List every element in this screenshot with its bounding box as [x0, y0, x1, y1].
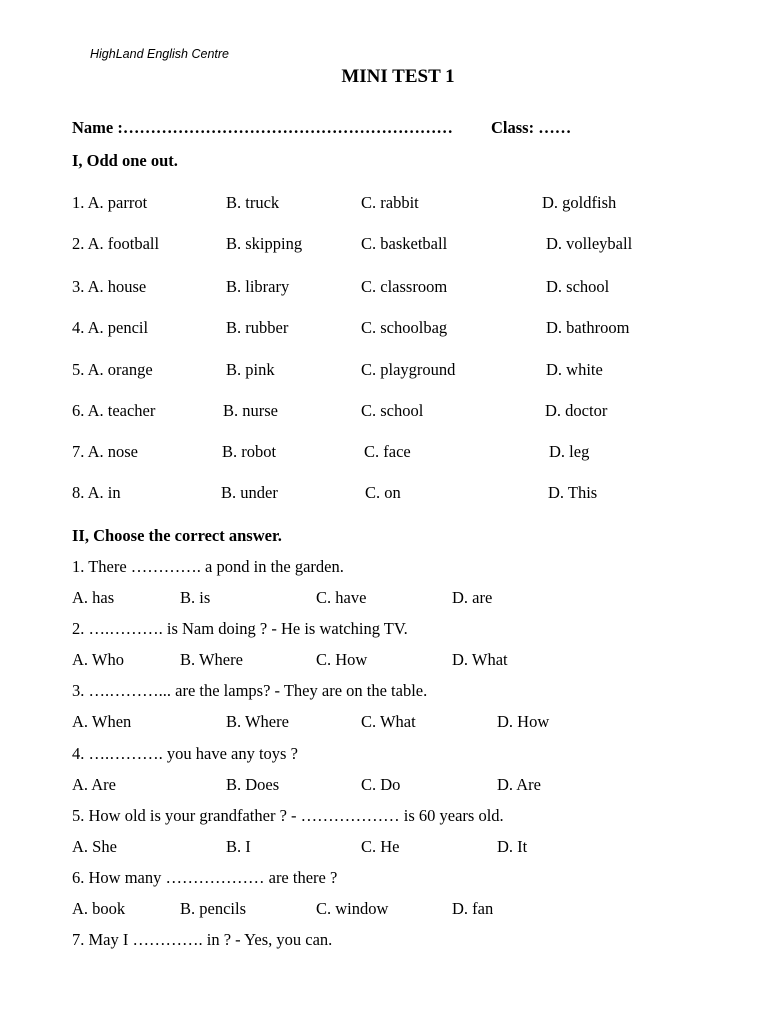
odd-one-out-option: B. truck	[226, 193, 280, 212]
answer-option: B. Does	[226, 775, 280, 794]
answer-option: A. has	[72, 588, 115, 607]
question-text: 3. ….………... are the lamps? - They are on the table.	[72, 681, 428, 700]
question-text: 2. ….………. is Nam doing ? - He is watching TV.	[72, 619, 408, 638]
answer-option: C. window	[316, 899, 389, 918]
odd-one-out-option: C. basketball	[361, 234, 448, 253]
odd-one-out-option: C. on	[365, 483, 401, 502]
question-text: 6. How many ……………… are there ?	[72, 868, 338, 887]
answer-option: D. How	[497, 712, 550, 731]
odd-one-out-option: D. leg	[549, 442, 590, 461]
answer-option: D. What	[452, 650, 508, 669]
answer-option: C. have	[316, 588, 367, 607]
answer-option: A. When	[72, 712, 132, 731]
odd-one-out-option: B. rubber	[226, 318, 289, 337]
odd-one-out-option: D. doctor	[545, 401, 608, 420]
answer-option: A. book	[72, 899, 126, 918]
odd-one-out-option: B. under	[221, 483, 278, 502]
odd-one-out-option: B. pink	[226, 360, 275, 379]
answer-option: D. are	[452, 588, 493, 607]
odd-one-out-option: 7. A. nose	[72, 442, 138, 461]
odd-one-out-option: B. nurse	[223, 401, 278, 420]
odd-one-out-option: C. face	[364, 442, 411, 461]
odd-one-out-option: C. schoolbag	[361, 318, 448, 337]
odd-one-out-option: B. robot	[222, 442, 277, 461]
answer-option: C. Do	[361, 775, 401, 794]
answer-option: B. pencils	[180, 899, 246, 918]
odd-one-out-option: 8. A. in	[72, 483, 121, 502]
question-text: 4. ….………. you have any toys ?	[72, 744, 298, 763]
answer-option: D. It	[497, 837, 528, 856]
odd-one-out-option: C. school	[361, 401, 424, 420]
answer-option: B. is	[180, 588, 211, 607]
odd-one-out-option: D. This	[548, 483, 598, 502]
answer-option: A. Who	[72, 650, 124, 669]
odd-one-out-option: 6. A. teacher	[72, 401, 156, 420]
question-text: 1. There …………. a pond in the garden.	[72, 557, 344, 576]
question-text: 7. May I …………. in ? - Yes, you can.	[72, 930, 333, 949]
centre-name: HighLand English Centre	[90, 47, 229, 61]
class-line: Class: ……	[491, 118, 572, 137]
odd-one-out-option: 2. A. football	[72, 234, 160, 253]
answer-option: D. fan	[452, 899, 494, 918]
odd-one-out-option: D. school	[546, 277, 610, 296]
odd-one-out-option: C. rabbit	[361, 193, 419, 212]
odd-one-out-option: B. skipping	[226, 234, 303, 253]
answer-option: B. I	[226, 837, 251, 856]
odd-one-out-option: C. classroom	[361, 277, 448, 296]
odd-one-out-option: 3. A. house	[72, 277, 147, 296]
answer-option: C. What	[361, 712, 416, 731]
odd-one-out-option: D. bathroom	[546, 318, 630, 337]
odd-one-out-option: 4. A. pencil	[72, 318, 149, 337]
name-line: Name :……………………………………………………	[72, 118, 453, 137]
odd-one-out-option: D. volleyball	[546, 234, 633, 253]
answer-option: D. Are	[497, 775, 541, 794]
answer-option: B. Where	[180, 650, 243, 669]
answer-option: C. How	[316, 650, 368, 669]
section2-heading: II, Choose the correct answer.	[72, 526, 282, 545]
answer-option: C. He	[361, 837, 400, 856]
question-text: 5. How old is your grandfather ? - ……………… is 60 years old.	[72, 806, 504, 825]
section1-heading: I, Odd one out.	[72, 151, 178, 170]
answer-option: B. Where	[226, 712, 289, 731]
odd-one-out-option: D. goldfish	[542, 193, 617, 212]
odd-one-out-option: C. playground	[361, 360, 456, 379]
odd-one-out-option: B. library	[226, 277, 290, 296]
odd-one-out-option: 1. A. parrot	[72, 193, 148, 212]
odd-one-out-option: D. white	[546, 360, 603, 379]
answer-option: A. She	[72, 837, 117, 856]
answer-option: A. Are	[72, 775, 116, 794]
odd-one-out-option: 5. A. orange	[72, 360, 153, 379]
page-title: MINI TEST 1	[341, 66, 455, 87]
